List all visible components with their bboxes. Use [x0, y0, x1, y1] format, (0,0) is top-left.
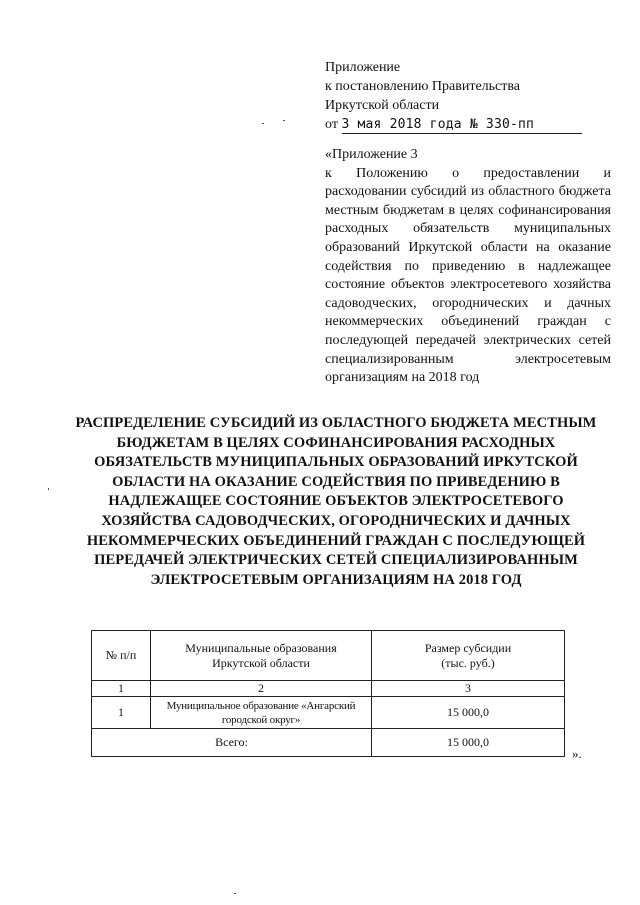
col-number-3: 3: [372, 681, 565, 697]
closing-quote: ».: [572, 746, 582, 761]
annex-title: «Приложение 3: [325, 147, 418, 162]
scan-speck: [48, 488, 49, 490]
header-line-appendix: Приложение: [325, 60, 401, 75]
row-municipality-l2: городской округ»: [221, 713, 301, 726]
header-date-line: [325, 115, 615, 134]
table-row: [92, 697, 565, 729]
header-municipality-l2: Иркутской области: [212, 655, 310, 670]
document-title: РАСПРЕДЕЛЕНИЕ СУБСИДИЙ ИЗ ОБЛАСТНОГО БЮДЖЕТА МЕСТНЫМ БЮДЖЕТАМ В ЦЕЛЯХ СОФИНАНСИРОВАНИЯ РАСХОДНЫХ ОБЯЗАТЕЛЬСТВ МУНИЦИПАЛЬНЫХ ОБРАЗОВАНИЙ ИРКУТСКОЙ ОБЛАСТИ НА ОКАЗАНИЕ СОДЕЙСТВИЯ ПО ПРИВЕДЕНИЮ В НАДЛЕЖАЩЕЕ СОСТОЯНИЕ ОБЪЕКТОВ ЭЛЕКТРОСЕТЕВОГО ХОЗЯЙСТВА САДОВОДЧЕСКИХ, ОГОРОДНИЧЕСКИХ И ДАЧНЫХ НЕКОММЕРЧЕСКИХ ОБЪЕДИНЕНИЙ ГРАЖДАН С ПОСЛЕДУЮЩЕЙ ПЕРЕДАЧЕЙ ЭЛЕКТРИЧЕСКИХ СЕТЕЙ СПЕЦИАЛИЗИРОВАННЫМ ЭЛЕКТРОСЕТЕВЫМ ОРГАНИЗАЦИЯМ НА 2018 ГОД: [75, 415, 597, 588]
total-label: Всего:: [92, 729, 372, 757]
header-municipality: [151, 631, 372, 681]
row-num: 1: [92, 697, 151, 729]
date-value: 3 мая 2018 года № 330-пп: [341, 117, 535, 132]
date-prefix: от: [325, 117, 338, 132]
header-amount-l1: Размер субсидии: [424, 640, 512, 655]
column-number-row: [92, 681, 565, 697]
table-header-row: [92, 631, 565, 681]
scan-speck: [283, 120, 285, 121]
col-number-2: 2: [151, 681, 372, 697]
col-number-1: 1: [92, 681, 151, 697]
subsidy-table: [91, 630, 565, 757]
row-municipality-l1: Муниципальное образование «Ангарский: [166, 699, 356, 712]
header-amount-l2: (тыс. руб.): [441, 655, 495, 670]
annex-reference: [325, 146, 611, 388]
date-underline: [342, 133, 582, 134]
header-line-region: Иркутской области: [325, 98, 440, 113]
header-line-resolution: к постановлению Правительства: [325, 79, 521, 94]
header-municipality-l1: Муниципальные образования: [185, 640, 337, 655]
scan-speck: [262, 123, 264, 124]
total-amount: 15 000,0: [372, 729, 565, 757]
total-row: [92, 729, 565, 757]
row-municipality: [151, 697, 372, 729]
header-amount: [372, 631, 565, 681]
annex-body: к Положению о предоставлении и расходовании субсидий из областного бюджета местным бюджетам в целях софинансирования расходных обязательств муниципальных образований Иркутской области на оказание содействия по приведению в надлежащее состояние объектов электросетевого хозяйства садоводческих, огороднических и дачных некоммерческих объединений граждан с последующей передачей электрических сетей специализированным электросетевым организациям на 2018 год: [325, 165, 611, 386]
header-num: № п/п: [92, 631, 151, 681]
row-amount: 15 000,0: [372, 697, 565, 729]
scan-speck: [234, 893, 236, 894]
document-header: [325, 58, 615, 134]
